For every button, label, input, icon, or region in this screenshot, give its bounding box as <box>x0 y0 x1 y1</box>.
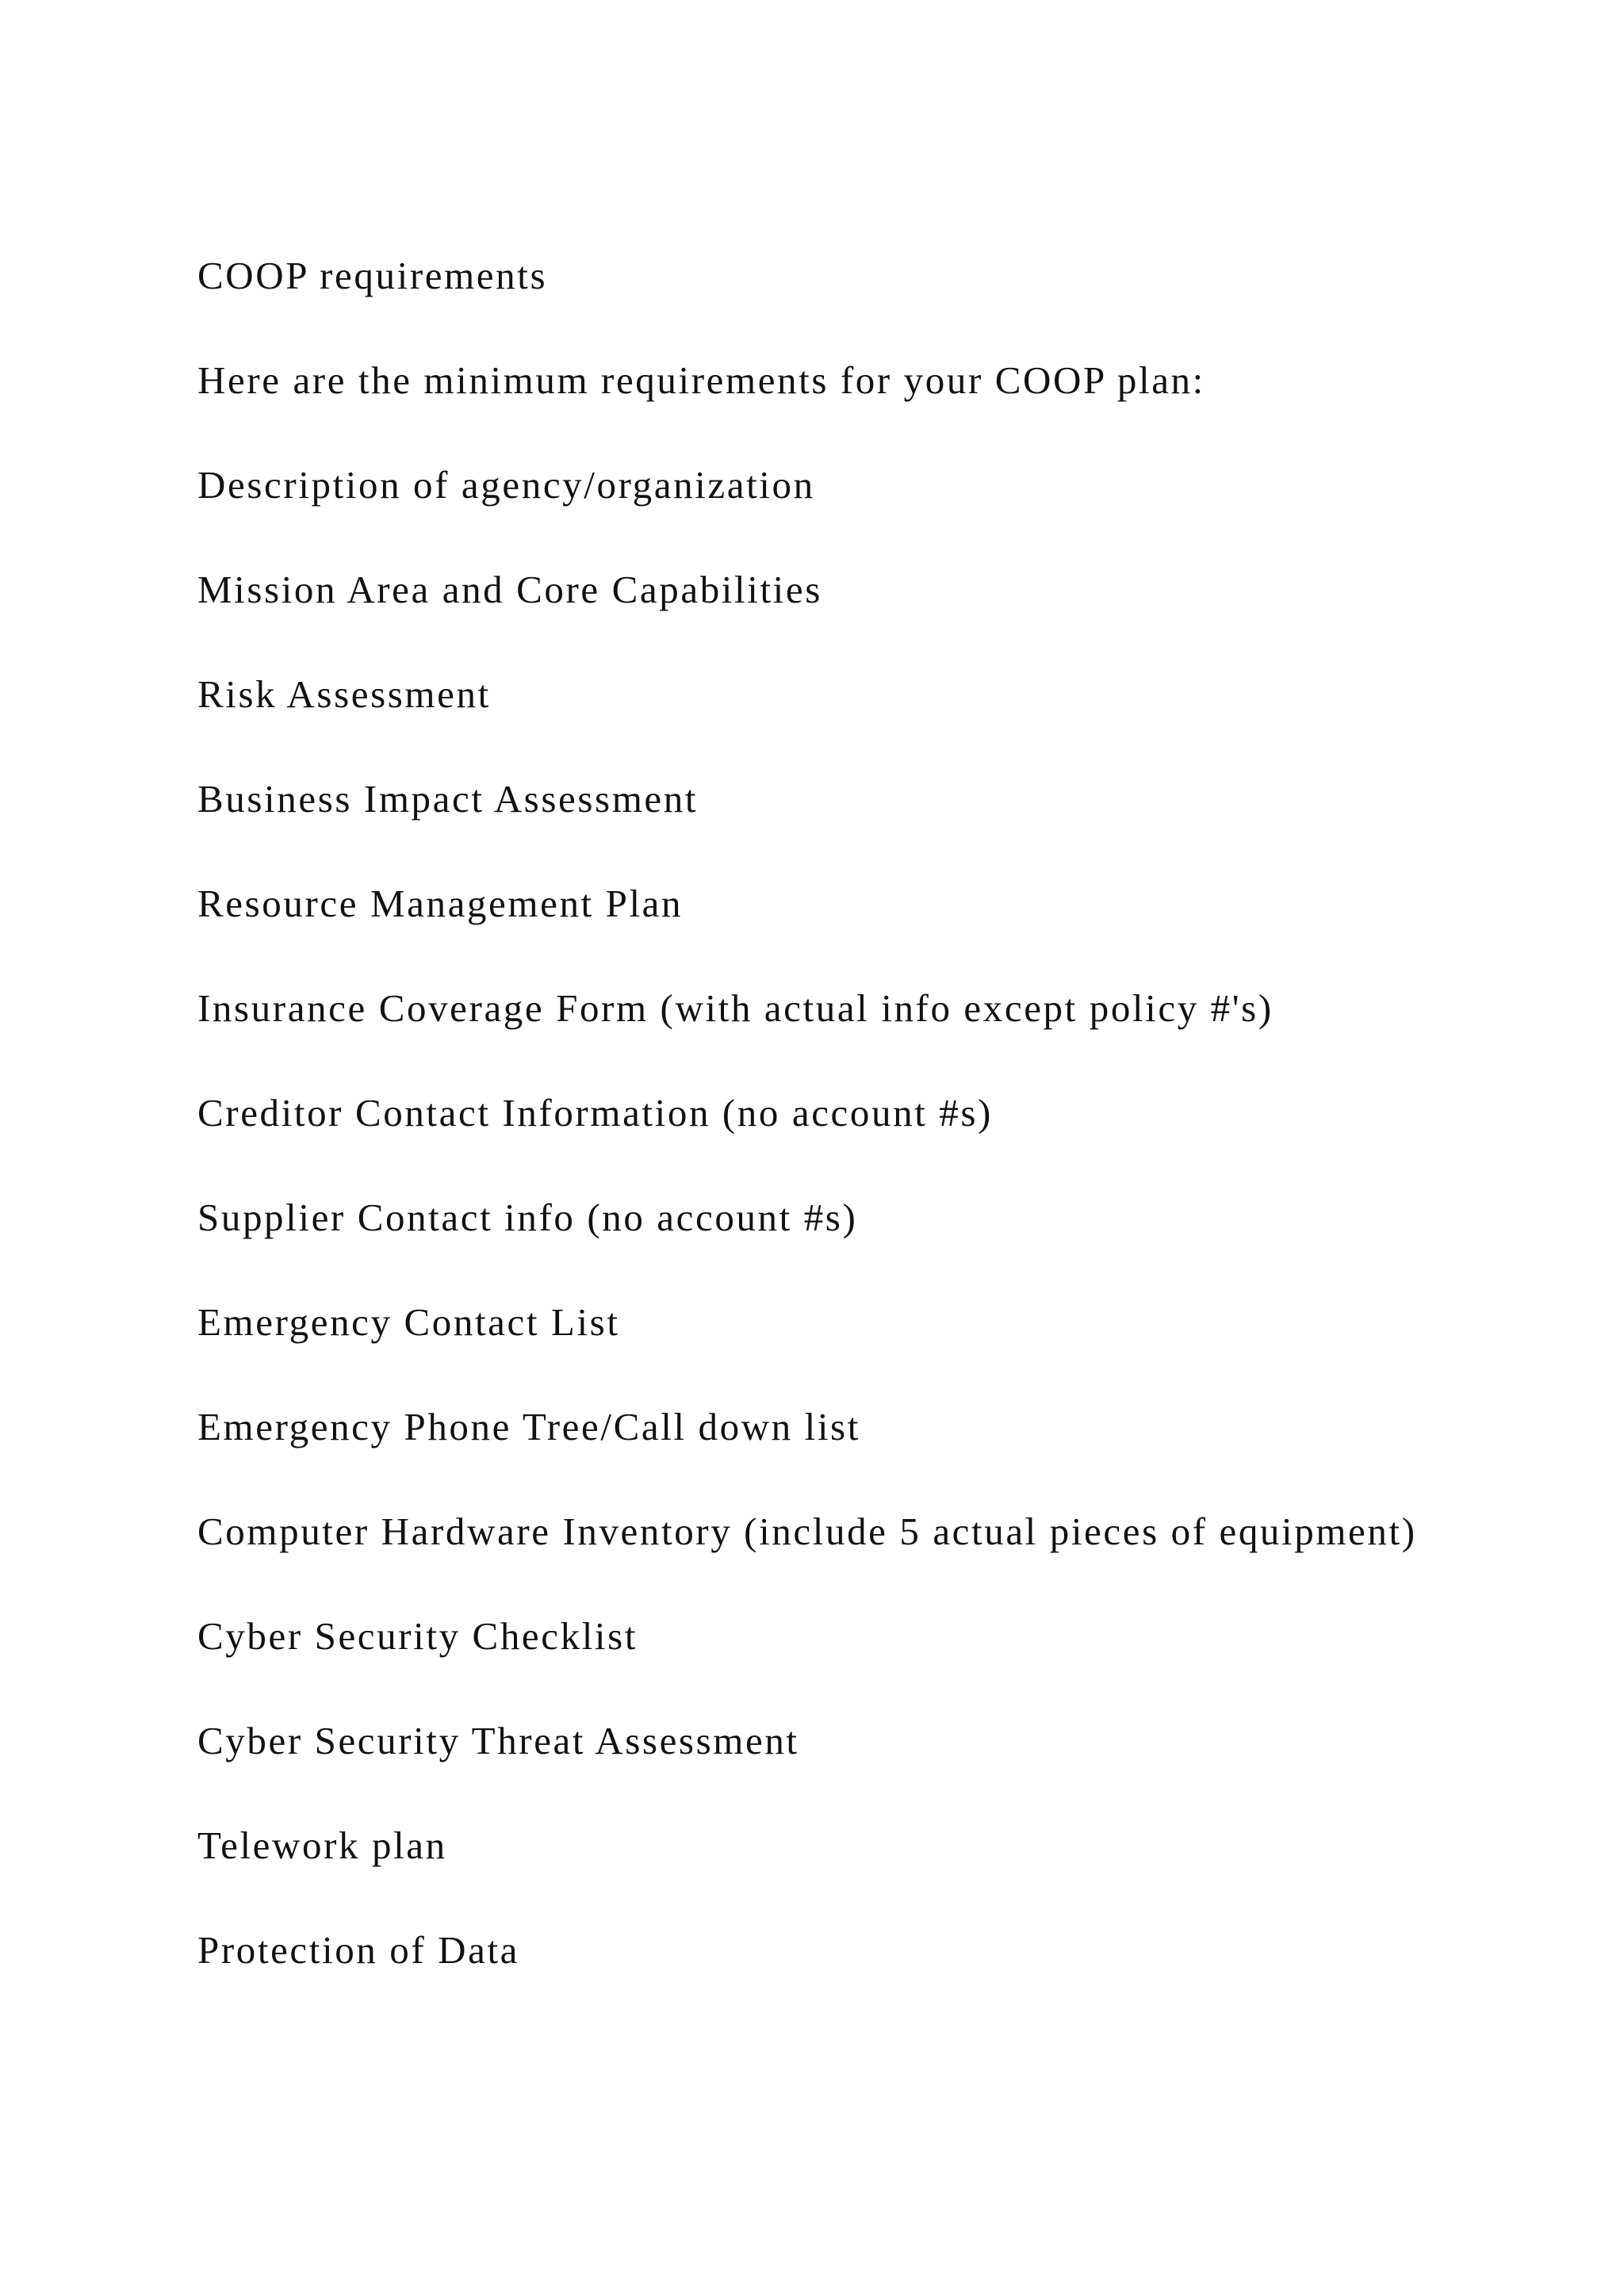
requirement-item-insurance-coverage: Insurance Coverage Form (with actual info except policy #'s) <box>197 986 1274 1030</box>
requirement-item-emergency-contact: Emergency Contact List <box>197 1300 620 1344</box>
requirement-item-hardware-inventory: Computer Hardware Inventory (include 5 actual pieces of equipment) <box>197 1510 1417 1553</box>
requirement-item-creditor-contact: Creditor Contact Information (no account #s) <box>197 1091 993 1135</box>
document-body <box>197 250 1434 2029</box>
document-intro: Here are the minimum requirements for your COOP plan: <box>197 358 1205 402</box>
document-title: COOP requirements <box>197 254 548 297</box>
requirement-item-description: Description of agency/organization <box>197 463 815 507</box>
requirement-item-phone-tree: Emergency Phone Tree/Call down list <box>197 1405 860 1448</box>
requirement-item-cyber-checklist: Cyber Security Checklist <box>197 1614 638 1658</box>
requirement-item-cyber-threat: Cyber Security Threat Assessment <box>197 1719 799 1762</box>
requirement-item-resource-management: Resource Management Plan <box>197 882 684 925</box>
requirement-item-data-protection: Protection of Data <box>197 1928 520 1972</box>
requirement-item-telework: Telework plan <box>197 1823 447 1867</box>
requirement-item-business-impact: Business Impact Assessment <box>197 777 699 821</box>
requirement-item-supplier-contact: Supplier Contact info (no account #s) <box>197 1196 858 1239</box>
requirement-item-risk-assessment: Risk Assessment <box>197 672 491 716</box>
requirement-item-mission-area: Mission Area and Core Capabilities <box>197 568 822 611</box>
